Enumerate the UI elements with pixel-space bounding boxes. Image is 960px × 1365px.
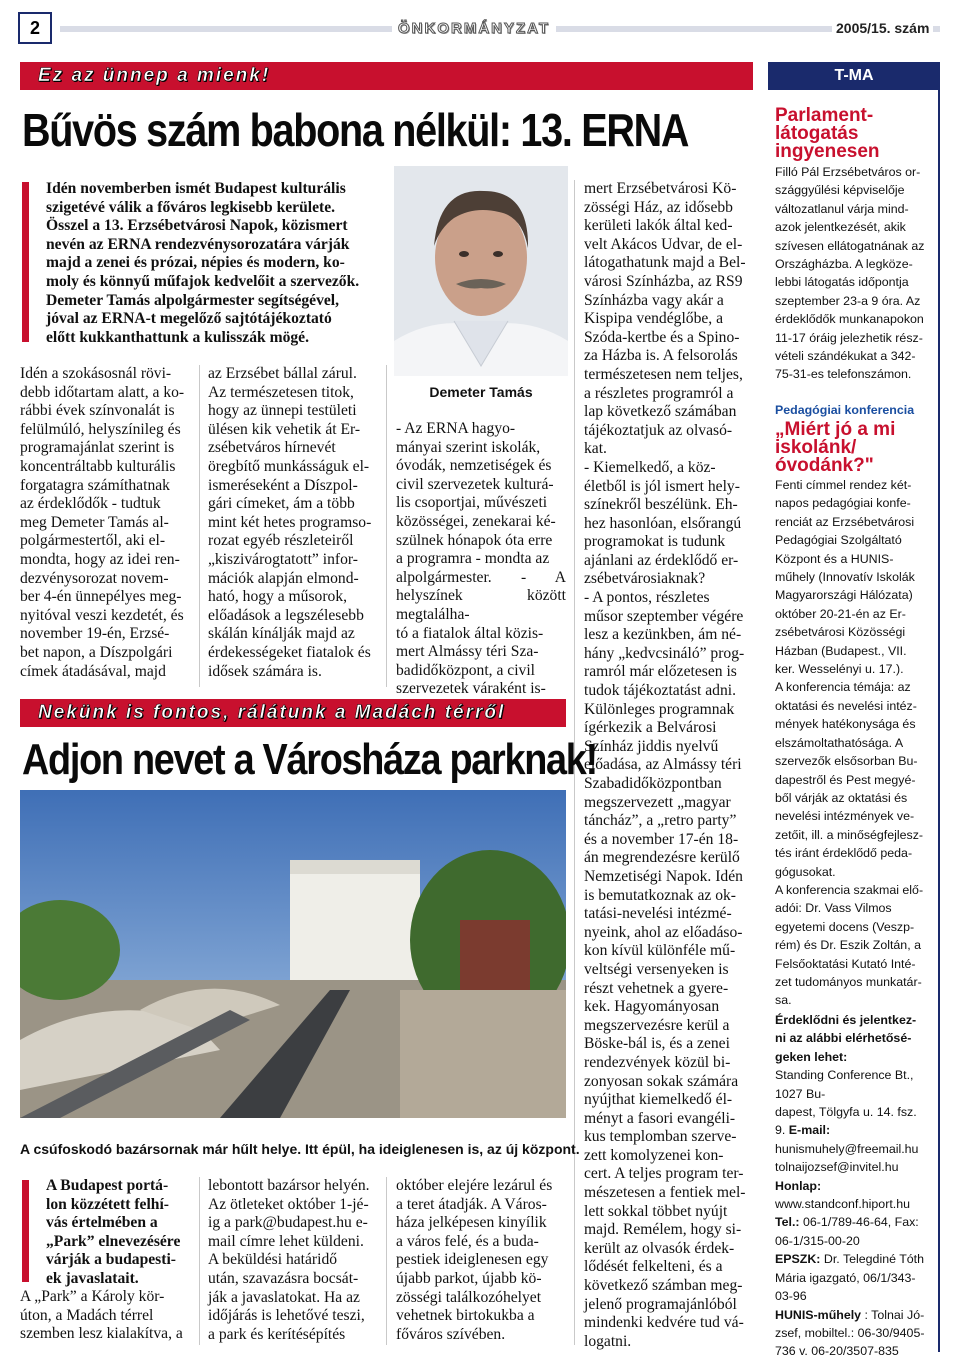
body-line: lis csoportjai, művészeti <box>396 494 548 512</box>
sidebar-contact-head: Érdeklődni és jelentkez- <box>775 1013 917 1027</box>
body-line: idősek számára is. <box>208 662 322 680</box>
body-line: ígérkezik a Belvárosi <box>584 719 717 737</box>
body-line: zonyosan sokak számára <box>584 1072 739 1090</box>
body-line: és a november 17-én 18- <box>584 830 739 848</box>
body-line: nyitóval veszi kezdetét, és <box>20 606 184 624</box>
sidebar-contact-line: zsef, mobiltel.: 06-30/9405- <box>775 1325 925 1340</box>
sidebar-text-line: Házban (Budapest., VII. <box>775 643 907 658</box>
article2-column-2 <box>208 1177 378 1344</box>
body-line: szülnek hónapok óta erre <box>396 531 553 549</box>
article2-lead <box>46 1177 190 1289</box>
body-line: ülésen kik vehetik át Er- <box>208 420 361 438</box>
body-line: kat. <box>584 440 607 458</box>
sidebar-text-line: tés iránt érdeklődő peda- <box>775 846 913 861</box>
body-line: za Házba is. A felsorolás <box>584 347 738 365</box>
column-rule <box>199 1177 200 1345</box>
body-line: a programra - mondta az <box>396 550 550 568</box>
sidebar-text-line: napos pedagógiai konfe- <box>775 496 911 511</box>
sidebar-item2-kicker: Pedagógiai konferencia <box>775 403 915 417</box>
article1-headline: Bűvös szám babona nélkül: 13. ERNA <box>22 104 689 156</box>
body-line: előadása, az Almássy téri <box>584 756 742 774</box>
page-number: 2 <box>18 12 52 44</box>
body-line: án megrendezésre kerülő <box>584 849 740 867</box>
lead-line: jóval az ERNA-t megelőző sajtótájékoztató <box>46 310 332 328</box>
body-line: hez hasonlóan, elsőrangú <box>584 514 742 532</box>
sidebar-contact-line: 06-1/789-46-64, Fax: <box>803 1215 919 1230</box>
sidebar-text-line: október 20-21-én az Er- <box>775 606 906 621</box>
body-line: civil szervezetek kulturá- <box>396 475 554 493</box>
body-line: - A pontos, részletes <box>584 589 710 607</box>
sidebar-label: T-MA <box>768 62 940 90</box>
sidebar-text-line: vételi szándékukat a 342- <box>775 349 916 364</box>
lead-line: vás értelmében a <box>46 1214 158 1232</box>
sidebar-text-line: A konferencia témája: az <box>775 680 911 695</box>
sidebar-text-line: zet tudományos munkatár- <box>775 974 922 989</box>
sidebar-item2-text <box>775 476 937 1010</box>
body-line: tó a fiatalok által közis- <box>396 624 544 642</box>
sidebar-text-line: gógusokat. <box>775 864 836 879</box>
body-line: a város felé, és a buda- <box>396 1232 539 1250</box>
body-line: Böske-bál is, és a zenei <box>584 1035 730 1053</box>
lead-line: „Park” elnevezésére <box>46 1232 181 1250</box>
sidebar-title-line: látogatás <box>775 123 859 144</box>
body-line: november 19-én, Erzsé- <box>20 625 170 643</box>
sidebar-text-line: Központ és a HUNIS- <box>775 551 894 566</box>
body-line: lődését felkelteni, és a <box>584 1258 723 1276</box>
lead-line: várják a budapesti- <box>46 1251 176 1269</box>
portrait-caption: Demeter Tamás <box>429 384 533 400</box>
body-line: tájékoztatjuk az olvasó- <box>584 421 733 439</box>
body-line: mondta, hogy az idei ren- <box>20 550 180 568</box>
article2-column-3 <box>396 1177 566 1344</box>
body-line: nyeink, ahol az előadáso- <box>584 923 743 941</box>
body-line: ható, hogy a műsorok, <box>208 588 348 606</box>
body-line: érdekességeket fiatalok és <box>208 643 371 661</box>
body-line: lett sokkal többet nyújt <box>584 1202 728 1220</box>
body-line: a részletes programról a <box>584 384 734 402</box>
sidebar-text-line: ből várják az oktatási és <box>775 790 908 805</box>
body-line: mail címre lehet küldeni. <box>208 1232 364 1250</box>
article1-column-1 <box>20 365 190 681</box>
sidebar-title-line: iskolánk/ <box>775 437 857 458</box>
sidebar-contact-line: 06-1/315-00-20 <box>775 1233 860 1248</box>
sidebar-contact-head: geken lehet: <box>775 1049 848 1064</box>
sidebar-contact-line: 736 v. 06-20/3507-835 <box>775 1344 899 1359</box>
body-line: lesz a kezünkben, ám né- <box>584 626 742 644</box>
body-line: ismeréseként a Díszpol- <box>208 476 358 494</box>
body-line: debb időtartam alatt, a ko- <box>20 383 185 401</box>
portrait-photo <box>394 166 568 376</box>
body-line: a park és kerítésépítés <box>208 1325 346 1343</box>
body-line: nyújthat kiemelkedő él- <box>584 1091 733 1109</box>
sidebar-contact-line: Conference Bt., 1027 Bu- <box>775 1068 914 1101</box>
body-line: ják a javaslatokat. Ha az <box>208 1288 360 1306</box>
body-line: mészetesen a fentiek mel- <box>584 1184 746 1202</box>
lead-line: moly és könnyű műfajok kedvelőit a szervezők. <box>46 272 360 290</box>
body-line: ajánlani az érdeklődő er- <box>584 551 739 569</box>
body-line: zsébetvárosiaknak? <box>584 570 706 588</box>
sidebar-text-line: Országházba. A legköze- <box>775 257 913 272</box>
article2-headline: Adjon nevet a Városháza parknak! <box>22 735 597 784</box>
body-line: megszervezésre kerül a <box>584 1016 730 1034</box>
body-line: badidőközpont, a civil <box>396 661 536 679</box>
body-line: mint két hetes programso- <box>208 513 372 531</box>
body-line: közösségei, zenekarai ké- <box>396 512 556 530</box>
body-line: ber 4-én ünnepélyes meg- <box>20 588 182 606</box>
body-line: is bemutatkoznak az ok- <box>584 886 736 904</box>
column-rule <box>199 365 200 687</box>
sidebar-text-line: A konferencia szakmai elő- <box>775 882 924 897</box>
body-line: szemben lesz kialakítva, a <box>20 1325 183 1343</box>
body-line: - Kiemelkedő, a köz- <box>584 458 716 476</box>
lead-line: Idén novemberben ismét Budapest kulturális <box>46 180 346 197</box>
body-line: Idén a szokásosnál rövi- <box>20 365 172 382</box>
body-line: felülmúló, helyszínileg és <box>20 420 181 438</box>
body-line: ig a park@budapest.hu e- <box>208 1214 368 1232</box>
body-line: Az ötleteket október 1-jé- <box>208 1195 369 1213</box>
body-line: zett komolyzenei kon- <box>584 1146 724 1164</box>
body-line: színekről beszélünk. Eh- <box>584 496 738 514</box>
body-line: mert Almássy téri Sza- <box>396 643 539 661</box>
lead-marker <box>22 1180 29 1282</box>
body-line: logatni. <box>584 1332 632 1350</box>
body-line: után, szavazásra bocsát- <box>208 1269 359 1287</box>
body-line: veltségi versenyeken is <box>584 960 729 978</box>
body-line: táncház”, a „retro party” <box>584 812 737 830</box>
sidebar-contact-line: www.standconf.hiport.hu <box>775 1197 910 1212</box>
street-photo <box>20 790 566 1118</box>
sidebar-title-line: ingyenesen <box>775 141 880 162</box>
body-line: kek. Hagyományosan <box>584 998 720 1016</box>
body-line: - Az ERNA hagyo- <box>396 420 516 437</box>
body-line: Nemzetiségi Napok. Idén <box>584 867 743 885</box>
lead-line: Összel a 13. Erzsébetvárosi Napok, közismert <box>46 217 348 235</box>
body-line: Színház jiddis nyelvű <box>584 737 719 755</box>
sidebar-text-line: lebbi látogatás időpontja <box>775 275 909 290</box>
body-line: újabb parkot, újabb kö- <box>396 1269 542 1287</box>
body-line: rábbi évek színvonalát is <box>20 402 175 420</box>
body-line: úton, a Madách térrel <box>20 1306 154 1324</box>
body-line: zösségi Ház, az idősebb <box>584 198 733 216</box>
body-line: A beküldési határidő <box>208 1251 338 1269</box>
body-line: „kiszivárogtatott” infor- <box>208 550 358 568</box>
body-line: velt Akácos Udvar, de el- <box>584 235 743 253</box>
lead-line: szigetévé válik a főváros legkisebb kerülete. <box>46 198 336 216</box>
body-line: főváros szívében. <box>396 1325 506 1343</box>
section-title: ÖNKORMÁNYZAT <box>392 20 556 37</box>
sidebar-text-line: szággyűlési képviselője <box>775 183 905 198</box>
body-line: előadások a legszélesebb <box>208 606 364 624</box>
lead-line: majd a zenei és prózai, népies és modern, ko- <box>46 254 345 272</box>
body-line: műsor szeptember végére <box>584 607 744 625</box>
sidebar-contact-line: 9. <box>775 1123 786 1138</box>
body-line: a teret átadják. A Város- <box>396 1195 547 1213</box>
sidebar-text-line: dapestről és Pest megyé- <box>775 772 916 787</box>
sidebar-contact-line: : Tolnai Jó- <box>864 1307 925 1322</box>
body-line: Szóda-kertbe és a Spino- <box>584 328 740 346</box>
column-rule <box>386 1177 387 1345</box>
sidebar-item2-title <box>775 421 937 475</box>
body-line: meg Demeter Tamás al- <box>20 513 169 531</box>
sidebar-contact-line: EPSZK: <box>775 1252 821 1267</box>
sidebar-text-line: szívesen ellátogatnának az <box>775 238 925 253</box>
body-line: tudok tájékoztatást adni. <box>584 682 736 700</box>
body-line: Különleges programnak <box>584 700 735 718</box>
body-line: alpolgármester. - A helyszínek között megtalálha- <box>396 568 566 623</box>
body-line: öregbítő munkásságuk el- <box>208 457 370 475</box>
sidebar-text-line: Magyarországi Hálózata) <box>775 588 913 603</box>
sidebar-contact-line: tolnaijozsef@invitel.hu <box>775 1160 899 1175</box>
body-line: majd. Remélem, hogy si- <box>584 1221 742 1239</box>
sidebar-contact-line: Honlap: <box>775 1178 822 1193</box>
body-line: lap következő számában <box>584 403 737 421</box>
body-line: Kispipa vendéglőbe, a <box>584 310 724 328</box>
sidebar-text-line: Pedagógiai Szolgáltató <box>775 533 902 548</box>
body-line: bet napon, a Díszpolgári <box>20 643 173 661</box>
sidebar-contact-line: dapest, Tölgyfa u. 14. fsz. <box>775 1105 917 1120</box>
photo-caption: A csúfoskodó bazársornak már hűlt helye. Itt épül, ha ideiglenesen is, az új központ. <box>20 1141 580 1157</box>
sidebar-text-line: egyetemi docens (Veszp- <box>775 919 915 934</box>
body-line: került az olvasók érdek- <box>584 1239 735 1257</box>
body-line: vehetnek birtokukba a <box>396 1307 535 1325</box>
body-line: Az természetesen titok, <box>208 383 354 401</box>
body-line: zsébetváros hírnevét <box>208 439 336 457</box>
body-line: címek átadásával, majd <box>20 662 166 680</box>
sidebar-text-line: zetőit, ill. a minőségfejlesz- <box>775 827 924 842</box>
body-line: háza jelképesen kinyílik <box>396 1214 547 1232</box>
lead-marker <box>22 182 29 342</box>
sidebar-text-line: szervezők elsősorban Bu- <box>775 754 918 769</box>
body-line: Színházba vagy akár a <box>584 291 724 309</box>
sidebar-item1-text <box>775 163 937 384</box>
body-line: forgatagra számíthatnak <box>20 476 170 494</box>
body-line: ményt a fasori evangéli- <box>584 1109 736 1127</box>
body-line: szervezetek váraként is- <box>396 680 546 698</box>
sidebar-contact-line: hunismuhely@freemail.hu <box>775 1141 919 1156</box>
body-line: ramról már előzetesen is <box>584 663 737 681</box>
sidebar-text-line: szeptember 23-a 9 óra. Az <box>775 293 921 308</box>
sidebar-text-line: műhely (Innovatív Iskolák <box>775 570 915 585</box>
article2-kicker: Nekünk is fontos, rálátunk a Madách térről <box>20 699 566 727</box>
sidebar-text-line: Fenti címmel rendez két- <box>775 478 912 492</box>
sidebar-text-line: azok jelentkezését, akik <box>775 220 906 235</box>
body-line: jelenő programajánlóból <box>584 1295 737 1313</box>
body-line: Szabadidőközpontban <box>584 775 722 792</box>
article1-lead <box>46 180 380 347</box>
body-line: skálán kínálják majd az <box>208 625 355 643</box>
sidebar-text-line: sa. <box>775 993 792 1008</box>
body-line: hány „kedvcsináló” prog- <box>584 644 745 662</box>
body-line: polgármestertől, aki el- <box>20 532 166 550</box>
sidebar-contact-line: Mária igazgató, 06/1/343- <box>775 1270 916 1285</box>
body-line: kerületi lakók által ked- <box>584 217 733 235</box>
body-line: megszervezett „magyar <box>584 793 731 811</box>
body-line: mációk alapján elmond- <box>208 569 359 587</box>
article1-kicker: Ez az ünnep a mienk! <box>20 62 753 90</box>
body-line: október elejére lezárul és <box>396 1177 553 1194</box>
lead-line: A Budapest portá- <box>46 1177 169 1194</box>
sidebar-contact-line: Tel.: <box>775 1215 800 1230</box>
sidebar-contact-head: ni az alábbi elérhetősé- <box>775 1031 912 1046</box>
sidebar-title-line: Parlament- <box>775 105 874 126</box>
article1-column-2 <box>208 365 378 681</box>
sidebar-title-line: óvodánk?" <box>775 455 874 476</box>
body-line: tatási-nevelési intézmé- <box>584 905 732 923</box>
body-line: dezvénysorozat novem- <box>20 569 169 587</box>
body-line: mányai szerint iskolák, <box>396 438 541 456</box>
sidebar-text-line: adói: Dr. Vass Vilmos <box>775 901 892 916</box>
sidebar-contact-line: Standing <box>775 1068 824 1083</box>
column-rule <box>386 365 387 687</box>
issue-label: 2005/15. szám <box>832 20 933 36</box>
sidebar-text-line: Felsőoktatási Kutató Inté- <box>775 956 916 971</box>
sidebar-text-line: 11-17 óráig jelezhetik rész- <box>775 330 923 345</box>
body-line: mindenki kedvére tud vá- <box>584 1314 744 1332</box>
body-line: az Erzsébet bállal zárul. <box>208 365 357 382</box>
sidebar-contact-line: HUNIS-műhely <box>775 1307 862 1322</box>
body-line: kus templomban szerve- <box>584 1128 737 1146</box>
body-line: rendezvények közül bi- <box>584 1053 731 1071</box>
sidebar-text-line: oktatási és nevelési intéz- <box>775 698 917 713</box>
body-line: rozat egyéb részleteiről <box>208 532 354 550</box>
body-line: időjárás is lehetővé teszi, <box>208 1307 365 1325</box>
body-line: pestiek ideiglenesen egy <box>396 1251 549 1269</box>
body-line: koncentráltabb kulturális <box>20 457 176 475</box>
body-line: életből is jól ismert hely- <box>584 477 740 495</box>
lead-line: ek javaslatait. <box>46 1269 139 1287</box>
body-line: az érdeklődők - tudtuk <box>20 495 161 513</box>
article2-column-1 <box>20 1288 190 1344</box>
body-line: mert Erzsébetvárosi Kö- <box>584 180 737 197</box>
sidebar-text-line: zsébetvárosi Közösségi <box>775 625 906 640</box>
sidebar-text-line: nevelési intézmények ve- <box>775 809 915 824</box>
sidebar-text-line: 75-31-es telefonszámon. <box>775 367 912 382</box>
body-line: lebontott bazársor helyén. <box>208 1177 370 1194</box>
body-line: következő számban meg- <box>584 1277 743 1295</box>
body-line: programajánlat szerint is <box>20 439 175 457</box>
sidebar-text-line: Filló Pál Erzsébetváros or- <box>775 165 921 179</box>
sidebar-text-line: ker. Wesselényi u. 17.). <box>775 662 904 677</box>
sidebar-text-line: rém) és Dr. Eszik Zoltán, a <box>775 938 921 953</box>
body-line: cert. A teljes program ter- <box>584 1165 744 1183</box>
body-line: gári címeket, ám a több <box>208 495 355 513</box>
sidebar-item2-contact <box>775 1011 937 1361</box>
sidebar-text-line: elszámoltathatósága. A <box>775 735 904 750</box>
article1-column-4 <box>584 180 754 1351</box>
sidebar-text-line: mények hatékonysága és <box>775 717 916 732</box>
body-line: részt vehetnek a gyere- <box>584 979 729 997</box>
sidebar-text-line: renciát az Erzsébetvárosi <box>775 514 915 529</box>
article1-column-3 <box>396 420 566 699</box>
body-line: hogy az ünnepi testületi <box>208 402 357 420</box>
body-line: látogathatunk majd a Bel- <box>584 254 746 272</box>
sidebar-item1-title <box>775 107 935 161</box>
lead-line: lon közzétett felhí- <box>46 1195 169 1213</box>
sidebar-title-line: „Miért jó a mi <box>775 419 896 440</box>
lead-line: nevén az ERNA rendezvénysorozatára várják <box>46 235 350 253</box>
sidebar-text-line: változatlanul várja mind- <box>775 201 909 216</box>
sidebar-contact-line: E-mail: <box>788 1123 831 1138</box>
body-line: zösségi találkozóhelyet <box>396 1288 542 1306</box>
body-line: A „Park” a Károly kör- <box>20 1288 165 1305</box>
body-line: természetesen nem teljes, <box>584 365 743 383</box>
body-line: kon kívül különféle mű- <box>584 942 736 960</box>
body-line: óvodák, nemzetiségek és <box>396 457 552 475</box>
body-line: programokat is tudunk <box>584 533 726 551</box>
sidebar-text-line: érdeklődők munkanapokon <box>775 312 924 327</box>
sidebar-contact-line: Dr. Telegdiné Tóth <box>823 1252 925 1267</box>
lead-line: előtt kukkanthattunk a kulisszák mögé. <box>46 328 309 346</box>
sidebar-contact-line: 03-96 <box>775 1289 807 1304</box>
body-line: városi Színházba, az RS9 <box>584 272 743 290</box>
lead-line: Demeter Tamás alpolgármester segítségével, <box>46 291 340 309</box>
